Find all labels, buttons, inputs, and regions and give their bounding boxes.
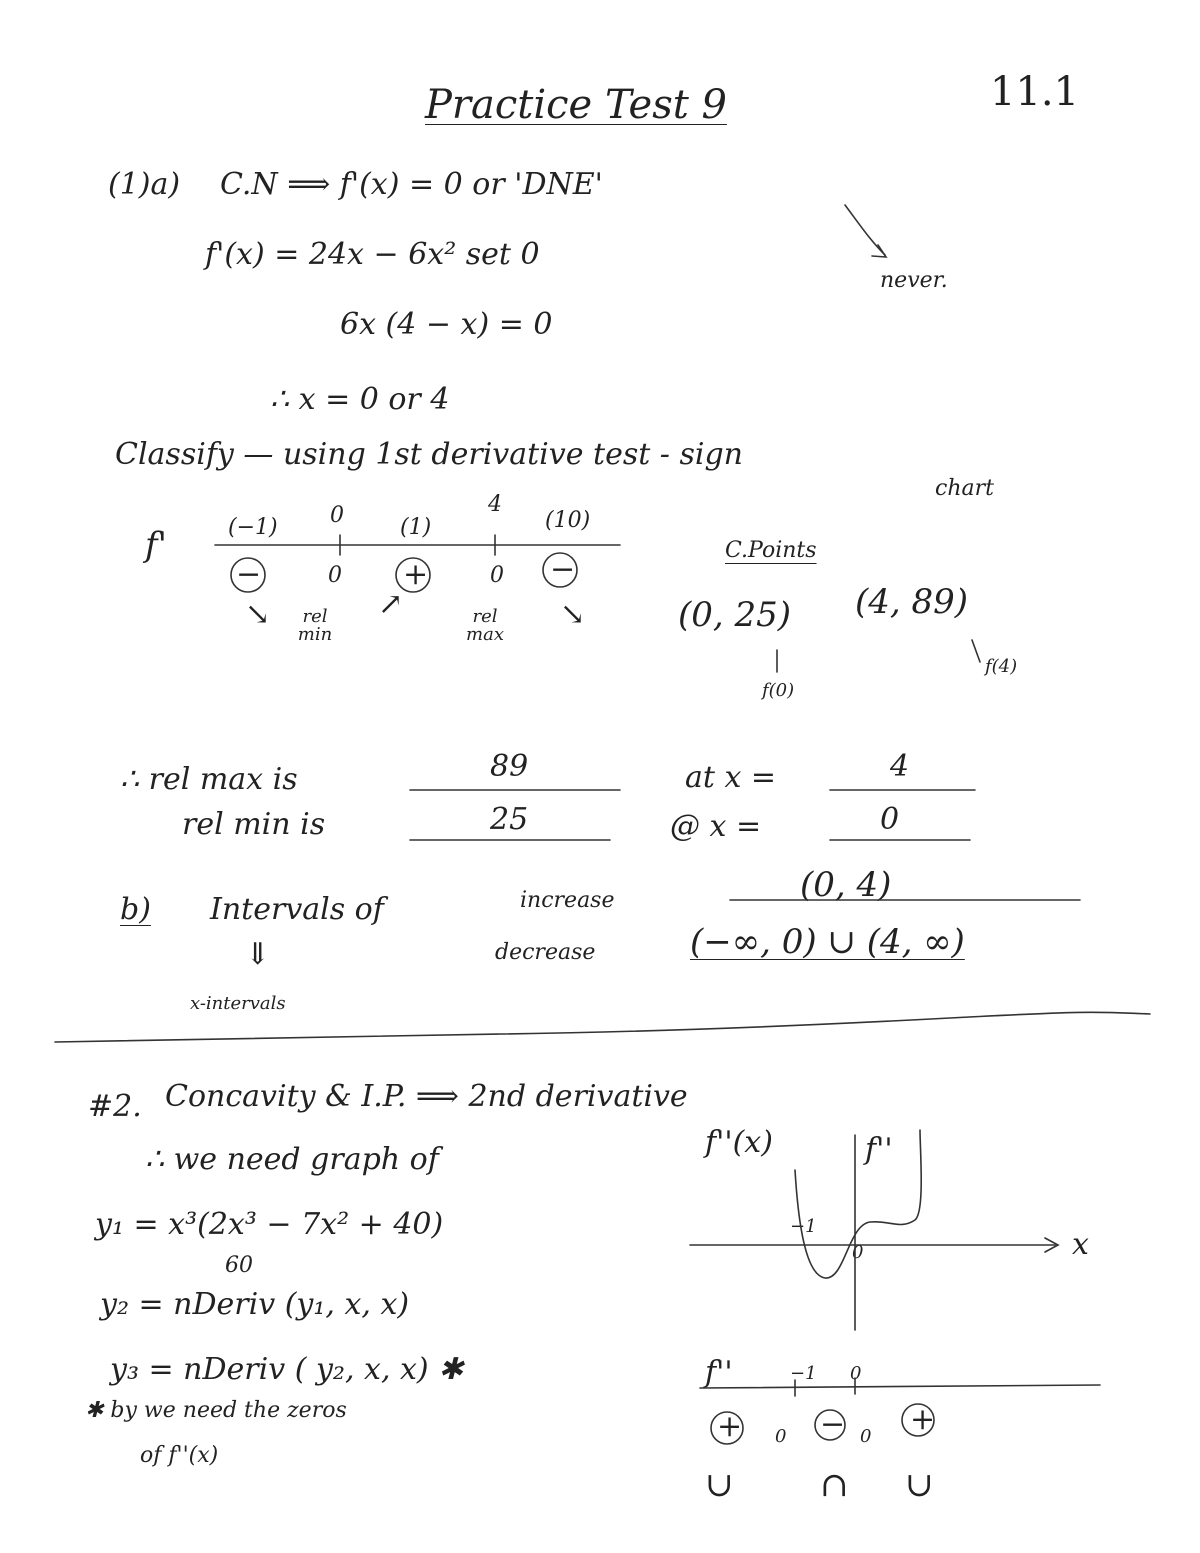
q1-roots: ∴ x = 0 or 4 — [270, 382, 450, 417]
q2-number-line — [700, 1385, 1100, 1388]
q1-sign: 0 — [490, 563, 504, 588]
q1-label: (1)a) — [108, 167, 181, 202]
q2-sign-circle — [711, 1409, 743, 1444]
q2-critical-value: −1 — [790, 1363, 817, 1384]
q1b-label: b) — [120, 892, 151, 927]
q1b-intervals: Intervals of — [210, 892, 384, 927]
q1-rel-max-at: at x = — [685, 760, 777, 795]
q2-heading: Concavity & I.P. ⟹ 2nd derivative — [165, 1079, 688, 1114]
q1-test-value: (−1) — [228, 515, 278, 540]
q1-cpoint-ref: f(4) — [985, 656, 1018, 677]
q1-derivative: f'(x) = 24x − 6x² set 0 — [205, 237, 540, 272]
q1b-decrease-value: (−∞, 0) ∪ (4, ∞) — [690, 922, 965, 962]
q1-rel-max-x: 4 — [890, 749, 910, 784]
q2-sign: − — [820, 1407, 846, 1442]
q1-rel-max-value: 89 — [490, 749, 529, 784]
q1-arrow: ↘ — [245, 597, 271, 632]
q2-need-fn: f''(x) — [705, 1125, 773, 1160]
dne-arrowhead — [872, 245, 886, 257]
q1-factored: 6x (4 − x) = 0 — [340, 307, 553, 342]
q1-sign: − — [550, 552, 576, 587]
q2-concavity: ∪ — [705, 1465, 734, 1505]
q1-sign: 0 — [328, 563, 342, 588]
q1-test-value: (10) — [545, 508, 591, 533]
q2-graph-label: f'' — [865, 1132, 893, 1167]
q2-sign: 0 — [860, 1426, 872, 1447]
q2-critical-value: 0 — [850, 1363, 862, 1384]
q1-classify: Classify — using 1st derivative test - sign — [115, 437, 743, 472]
cpoint-arrow — [972, 640, 980, 662]
q2-concavity: ∩ — [820, 1465, 849, 1505]
q1-critical-point: (4, 89) — [855, 582, 969, 622]
q1-sign-chart-fn: f' — [145, 525, 167, 565]
q1-sign-circle — [543, 553, 577, 587]
q2-y3: y₃ = nDeriv ( y₂, x, x) ✱ — [110, 1352, 464, 1387]
q1-rel-max-label: rel max — [466, 606, 504, 645]
q1b-increase-label: increase — [520, 888, 615, 913]
q1-rel-min-x: 0 — [880, 802, 900, 837]
page-title: Practice Test 9 — [425, 82, 727, 128]
q1-sign: + — [403, 557, 429, 592]
q2-sign: + — [910, 1402, 936, 1437]
q1b-decrease-label: decrease — [495, 940, 596, 965]
q1-never-note: never. — [880, 268, 948, 293]
q1b-x-intervals: x-intervals — [190, 993, 286, 1014]
q2-note: ✱ by we need the zeros — [85, 1398, 347, 1423]
q1-rel-max-label: ∴ rel max is — [120, 762, 298, 797]
q2-sign-circle — [815, 1407, 846, 1442]
q2-f2-curve — [795, 1130, 921, 1278]
q1b-arrow: ⇓ — [245, 937, 271, 972]
q1-critical-point: (0, 25) — [678, 595, 792, 635]
q1b-increase-value: (0, 4) — [800, 865, 892, 905]
q1-critical-value: 0 — [330, 503, 344, 528]
q1-rel-min-label: rel min is — [182, 807, 326, 842]
q2-graph-tick: 0 — [852, 1242, 864, 1263]
q1-arrow: ↗ — [378, 587, 404, 622]
q1-cpoints-title: C.Points — [725, 538, 817, 563]
q2-y2: y₂ = nDeriv (y₁, x, x) — [100, 1287, 410, 1322]
q1-critical-number-definition: C.N ⟹ f'(x) = 0 or 'DNE' — [220, 167, 603, 202]
q1-rel-min-value: 25 — [490, 802, 529, 837]
section-divider — [55, 1012, 1150, 1042]
q2-label: #2. — [88, 1089, 142, 1124]
q2-sign: + — [717, 1409, 743, 1444]
q1-arrow: ↘ — [560, 597, 586, 632]
q2-concavity: ∪ — [905, 1465, 934, 1505]
page-number: 11.1 — [990, 69, 1080, 115]
q1-sign: − — [236, 557, 262, 592]
q1-classify-cont: chart — [935, 476, 994, 501]
q2-note: of f''(x) — [140, 1443, 219, 1468]
q2-y1: y₁ = x³(2x³ − 7x² + 40) — [95, 1207, 444, 1242]
q1-rel-min-label: rel min — [297, 606, 333, 645]
q1-rel-min-at: @ x = — [670, 809, 762, 844]
q2-need: ∴ we need graph of — [145, 1142, 439, 1177]
q1-sign-circle — [396, 558, 430, 592]
q2-sign-circle — [902, 1404, 934, 1436]
q1-cpoint-ref: f(0) — [762, 680, 795, 701]
q1-critical-value: 4 — [488, 492, 502, 517]
q2-x-axis-label: x — [1072, 1227, 1089, 1262]
q1-sign-circle — [231, 558, 265, 592]
q1-test-value: (1) — [400, 515, 432, 540]
q2-y1-denominator: 60 — [225, 1253, 253, 1278]
q2-sign: 0 — [775, 1426, 787, 1447]
q2-sign-chart-fn: f'' — [705, 1355, 733, 1390]
q2-graph-tick: −1 — [790, 1216, 817, 1237]
